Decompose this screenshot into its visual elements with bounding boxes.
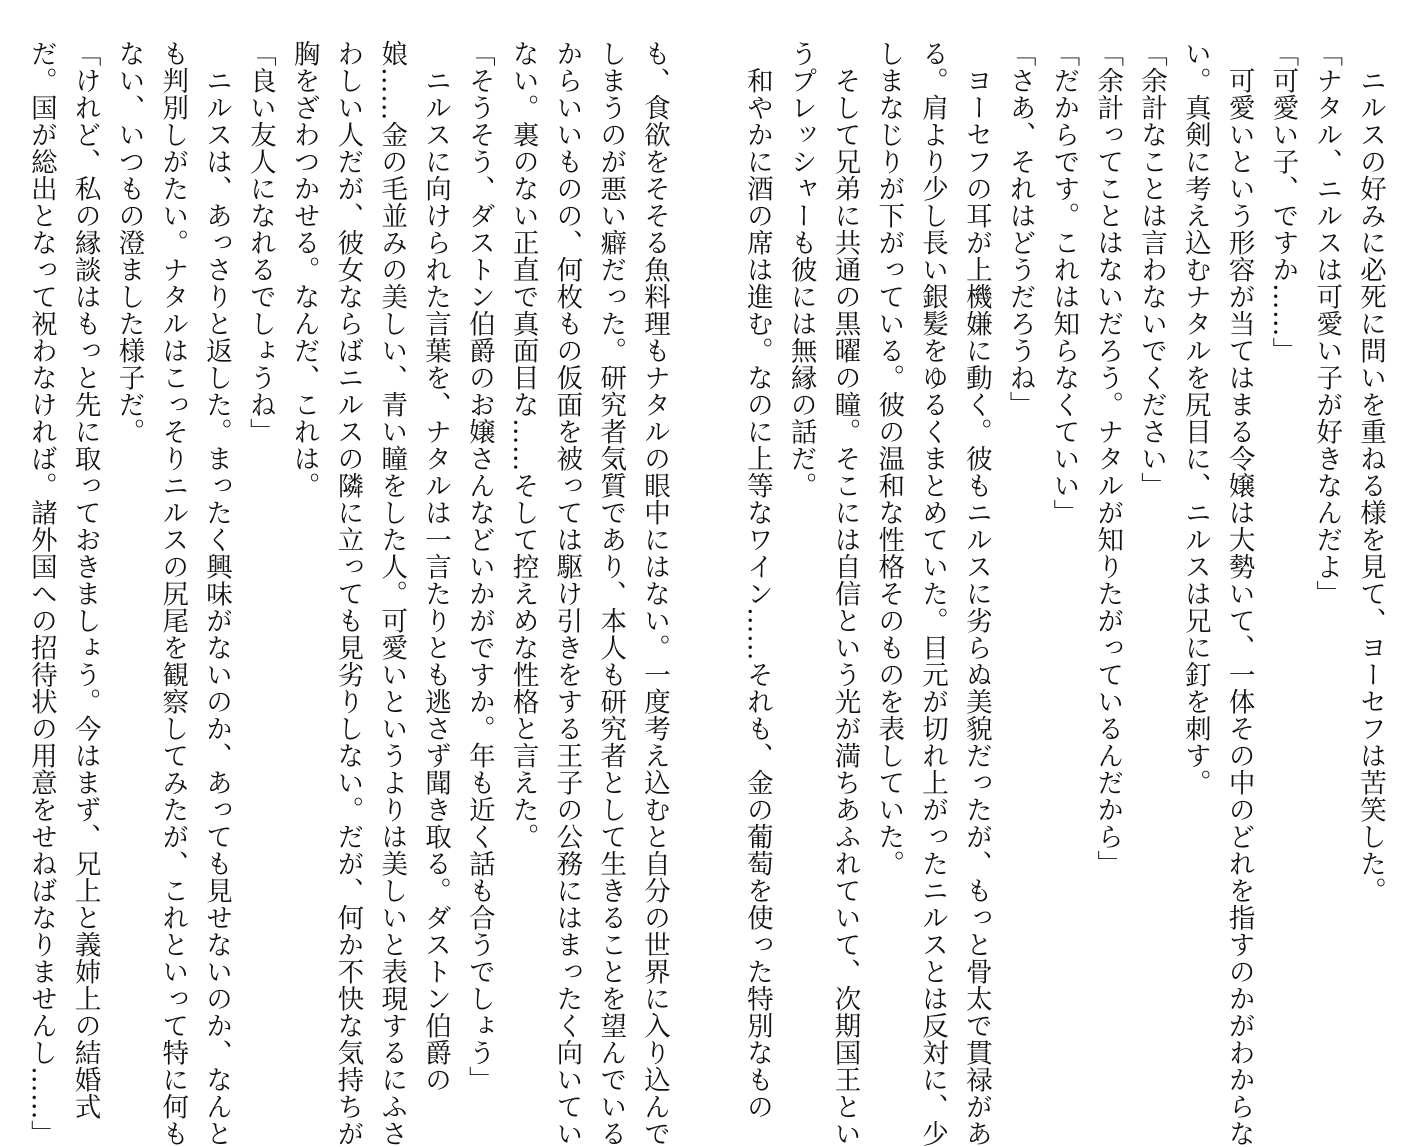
text-line: 「そうそう、ダストン伯爵のお嬢さんなどいかがですか。年も近く話も合うでしょう」 [463, 40, 495, 1093]
text-line: 「可愛い子、ですか……」 [1267, 40, 1299, 364]
text-line: しまなじりが下がっている。彼の温和な性格そのものを表していた。 [873, 40, 905, 877]
text-line: も判別しがたい。ナタルはこっそりニルスの尻尾を観察してみたが、これといって特に何も [157, 40, 189, 1147]
text-line: しまうのが悪い癖だった。研究者気質であり、本人も研究者として生きることを望んでいる [595, 40, 627, 1147]
text-line: 「さあ、それはどうだろうね」 [1004, 40, 1036, 418]
text-line: ニルスに向けられた言葉を、ナタルは一言たりとも逃さず聞き取る。ダストン伯爵の [420, 66, 452, 1093]
text-line: 娘……金の毛並みの美しい、青い瞳をした人。可愛いというよりは美しいと表現するにふさ [376, 40, 408, 1147]
text-line: 和やかに酒の席は進む。なのに上等なワイン……それも、金の葡萄を使った特別なもの [741, 66, 773, 1120]
text-line: だ。国が総出となって祝わなければ。諸外国への招待状の用意をせねばなりませんし……」 [25, 40, 57, 1147]
text-line: ニルスは、あっさりと返した。まったく興味がないのか、あっても見せないのか、なんと [201, 66, 233, 1147]
text-line: ない、いつもの澄ました様子だ。 [113, 40, 145, 445]
text-line: からいいものの、何枚もの仮面を被っては駆け引きをする王子の公務にはまったく向いてい [551, 40, 583, 1147]
text-line: 胸をざわつかせる。なんだ、これは。 [288, 40, 320, 499]
text-line: も、食欲をそそる魚料理もナタルの眼中にはない。一度考え込むと自分の世界に入り込んで [639, 40, 670, 1147]
text-line: 「けれど、私の縁談はもっと先に取っておきましょう。今はまず、兄上と義姉上の結婚式 [69, 40, 101, 1120]
text-line: る。肩より少し長い銀髪をゆるくまとめていた。目元が切れ上がったニルスとは反対に、少 [917, 40, 949, 1147]
text-line: 「ナタル、ニルスは可愛い子が好きなんだよ」 [1311, 40, 1343, 607]
text-line: 「だからです。これは知らなくていい」 [1048, 40, 1080, 526]
text-line: ニルスの好みに必死に問いを重ねる様を見て、ヨーセフは苦笑した。 [1355, 66, 1386, 904]
text-line: ない。裏のない正直で真面目な……そして控えめな性格と言えた。 [507, 40, 539, 850]
text-line: うプレッシャーも彼には無縁の話だ。 [785, 40, 817, 499]
text-line: そして兄弟に共通の黒曜の瞳。そこには自信という光が満ちあふれていて、次期国王とい [829, 66, 861, 1147]
text-line: 「良い友人になれるでしょうね」 [244, 40, 276, 445]
text-line: 「余計ってことはないだろう。ナタルが知りたがっているんだから」 [1092, 40, 1124, 877]
text-line: 可愛いという形容が当てはまる令嬢は大勢いて、一体その中のどれを指すのかがわからな [1223, 66, 1255, 1147]
text-line: わしい人だが、彼女ならばニルスの隣に立っても見劣りしない。だが、何か不快な気持ちが [332, 40, 364, 1147]
text-line: い。真剣に考え込むナタルを尻目に、ニルスは兄に釘を刺す。 [1179, 40, 1211, 796]
text-line: ヨーセフの耳が上機嫌に動く。彼もニルスに劣らぬ美貌だったが、もっと骨太で貫禄があ [960, 66, 992, 1147]
text-line: 「余計なことは言わないでください」 [1136, 40, 1168, 499]
left-page [25, 40, 676, 1147]
right-page [741, 40, 1392, 1147]
